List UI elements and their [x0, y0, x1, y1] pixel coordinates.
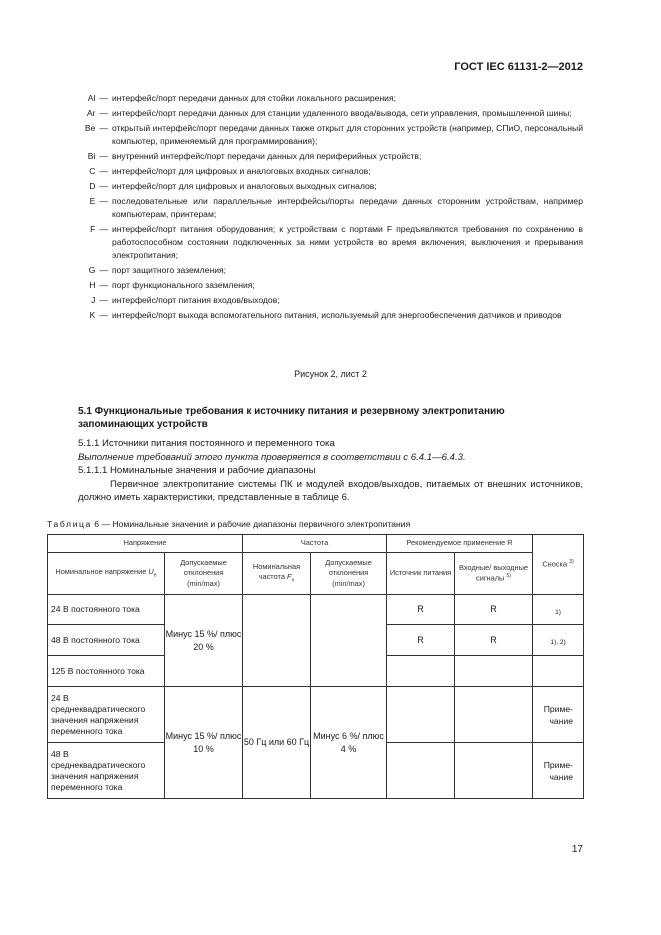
- footnote-sup: 3): [569, 559, 574, 566]
- abbreviation-code: [78, 165, 112, 178]
- list-item: [78, 195, 583, 221]
- abbreviation-description: интерфейс/порт выхода вспомогательного питания, используемый для энергообеспечения датчиков и приводов: [112, 310, 562, 320]
- power-cell: [387, 743, 455, 799]
- footnote-label: Сноска: [542, 559, 568, 569]
- nominal-frequency-label: Номинальная частота: [252, 561, 301, 582]
- dash: —: [99, 166, 108, 176]
- note-cell: Приме-чание: [533, 743, 584, 799]
- subsection-5-1-1: 5.1.1 Источники питания постоянного и переменного тока: [78, 438, 335, 449]
- abbreviation-code: [78, 195, 112, 221]
- abbreviation-code: [78, 92, 112, 105]
- list-item: [78, 264, 583, 277]
- sub-u: e: [153, 572, 157, 579]
- abbreviation-code: [78, 107, 112, 120]
- power-supply-table: [47, 534, 584, 799]
- header-power-source: Источник питания: [387, 553, 455, 595]
- dash: —: [99, 108, 108, 118]
- io-cell: R: [455, 625, 533, 656]
- header-recommended: Рекомендуемое применение R: [387, 535, 533, 553]
- empty-cell: [243, 595, 311, 687]
- voltage-cell: 125 В постоянного тока: [48, 656, 165, 687]
- abbreviation-description: интерфейс/порт для цифровых и аналоговых входных сигналов;: [112, 166, 371, 176]
- abbreviation-description: порт защитного заземления;: [112, 265, 227, 275]
- note-cell: Приме-чание: [533, 687, 584, 743]
- list-item: [78, 150, 583, 163]
- verification-note: Выполнение требований этого пункта проверяется в соответствии с 6.4.1—6.4.3.: [78, 451, 466, 463]
- power-cell: [387, 687, 455, 743]
- io-sup: 5): [506, 573, 512, 580]
- dash: —: [99, 196, 108, 206]
- abbreviation-description: порт функционального заземления;: [112, 280, 255, 290]
- code-text: J: [91, 295, 96, 305]
- voltage-cell: 24 В постоянного тока: [48, 595, 165, 625]
- code-text: Ar: [86, 108, 96, 118]
- dash: —: [99, 265, 108, 275]
- io-cell: [455, 656, 533, 687]
- code-text: Be: [84, 123, 96, 133]
- ac-freq-tolerance-cell: Минус 6 %/ плюс 4 %: [311, 687, 387, 799]
- code-text: H: [89, 280, 96, 290]
- abbreviation-code: [78, 264, 112, 277]
- header-footnote: [533, 535, 584, 595]
- table-caption: [47, 518, 410, 530]
- code-text: C: [89, 166, 96, 176]
- ac-tolerance-cell: Минус 15 %/ плюс 10 %: [165, 687, 243, 799]
- list-item: [78, 223, 583, 262]
- abbreviation-description: интерфейс/порт для цифровых и аналоговых выходных сигналов;: [112, 181, 377, 191]
- section-title: 5.1 Функциональные требования к источнику питания и резервному электропитанию запоминающих устройств: [78, 406, 505, 430]
- list-item: [78, 165, 583, 178]
- list-item: [78, 279, 583, 292]
- abbreviation-code: [78, 294, 112, 307]
- table-row: [48, 595, 584, 625]
- list-item: [78, 294, 583, 307]
- header-nominal-frequency: [243, 553, 311, 595]
- dash: —: [99, 123, 108, 133]
- dash: —: [99, 310, 108, 320]
- subsection-5-1-1-1: 5.1.1.1 Номинальные значения и рабочие диапазоны: [78, 465, 316, 476]
- dc-tolerance-cell: Минус 15 %/ плюс 20 %: [165, 595, 243, 687]
- table-caption-number: 6: [94, 519, 100, 529]
- sub-f: n: [291, 577, 295, 584]
- dash: —: [99, 151, 108, 161]
- abbreviation-code: [78, 279, 112, 292]
- table-caption-text: — Номинальные значения и рабочие диапазоны первичного электропитания: [101, 519, 411, 529]
- power-cell: [387, 656, 455, 687]
- io-cell: R: [455, 595, 533, 625]
- footnote-cell: 1): [533, 595, 584, 625]
- table-caption-label: Таблица: [47, 519, 92, 529]
- list-item: [78, 92, 583, 105]
- abbreviation-code: [78, 223, 112, 262]
- dash: —: [99, 93, 108, 103]
- header-frequency: Частота: [243, 535, 387, 553]
- code-text: G: [88, 265, 96, 275]
- list-item: [78, 309, 583, 322]
- var-u: U: [148, 567, 154, 577]
- voltage-cell: 48 В постоянного тока: [48, 625, 165, 656]
- code-text: Al: [87, 93, 96, 103]
- abbreviation-description: последовательные или параллельные интерфейсы/порты передачи данных сторонним устройствам, например компьютерам, принтерам;: [112, 196, 583, 219]
- empty-cell: [311, 595, 387, 687]
- abbreviation-description: интерфейс/порт передачи данных для стойки локального расширения;: [112, 93, 397, 103]
- list-item: [78, 122, 583, 148]
- body-text: Первичное электропитание системы ПК и модулей входов/выходов, питаемых от внешних источников, должно иметь характеристики, представленные в таблице 6.: [78, 478, 583, 503]
- dash: —: [99, 295, 108, 305]
- abbreviation-description: внутренний интерфейс/порт передачи данных для периферийных устройств;: [112, 151, 422, 161]
- io-cell: [455, 743, 533, 799]
- io-signals-label: Входные/ выходные сигналы: [459, 562, 528, 583]
- dash: —: [99, 181, 108, 191]
- ac-frequency-cell: 50 Гц или 60 Гц: [243, 687, 311, 799]
- code-text: E: [89, 196, 96, 206]
- header-nominal-voltage: [48, 553, 165, 595]
- footnote-cell: [533, 656, 584, 687]
- code-text: Bi: [87, 151, 96, 161]
- footnote-cell: 1), 2): [533, 625, 584, 656]
- var-f: F: [287, 572, 292, 582]
- header-io-signals: [455, 553, 533, 595]
- code-text: F: [90, 224, 96, 234]
- abbreviation-list: [78, 92, 583, 324]
- voltage-cell: 48 В среднеквадратического значения напряжения переменного тока: [48, 743, 165, 799]
- power-cell: R: [387, 595, 455, 625]
- table-row: [48, 687, 584, 743]
- code-text: K: [89, 310, 96, 320]
- abbreviation-description: открытый интерфейс/порт передачи данных также открыт для сторонних устройств (например, СПиО, персональный компьютер, применяемый для программирования);: [112, 123, 583, 146]
- abbreviation-description: интерфейс/порт передачи данных для станции удаленного ввода/вывода, сети управления, промышленной шины;: [112, 108, 572, 118]
- section-5-1: [78, 405, 583, 505]
- header-voltage-tolerance: Допускаемые отклонения (min/max): [165, 553, 243, 595]
- abbreviation-code: [78, 150, 112, 163]
- abbreviation-code: [78, 122, 112, 148]
- header-voltage: Напряжение: [48, 535, 243, 553]
- page-number: 17: [571, 844, 583, 855]
- abbreviation-code: [78, 180, 112, 193]
- io-cell: [455, 687, 533, 743]
- body-paragraph: [78, 478, 583, 505]
- voltage-cell: 24 В среднеквадратического значения напряжения переменного тока: [48, 687, 165, 743]
- nominal-voltage-label: Номинальное напряжение: [55, 567, 147, 577]
- list-item: [78, 180, 583, 193]
- dash: —: [99, 280, 108, 290]
- list-item: [78, 107, 583, 120]
- dash: —: [99, 224, 108, 234]
- header-frequency-tolerance: Допускаемые отклонения (min/max): [311, 553, 387, 595]
- abbreviation-description: интерфейс/порт питания оборудования; к устройствам с портами F предъявляются требования по сохранению в работоспособном состоянии подключенных за ними устройств во время включения, выключения и прерывания электропитания;: [112, 224, 583, 260]
- power-cell: R: [387, 625, 455, 656]
- document-header: ГОСТ IEC 61131-2—2012: [454, 61, 583, 73]
- figure-caption: Рисунок 2, лист 2: [294, 369, 367, 379]
- code-text: D: [89, 181, 96, 191]
- abbreviation-description: интерфейс/порт питания входов/выходов;: [112, 295, 280, 305]
- abbreviation-code: [78, 309, 112, 322]
